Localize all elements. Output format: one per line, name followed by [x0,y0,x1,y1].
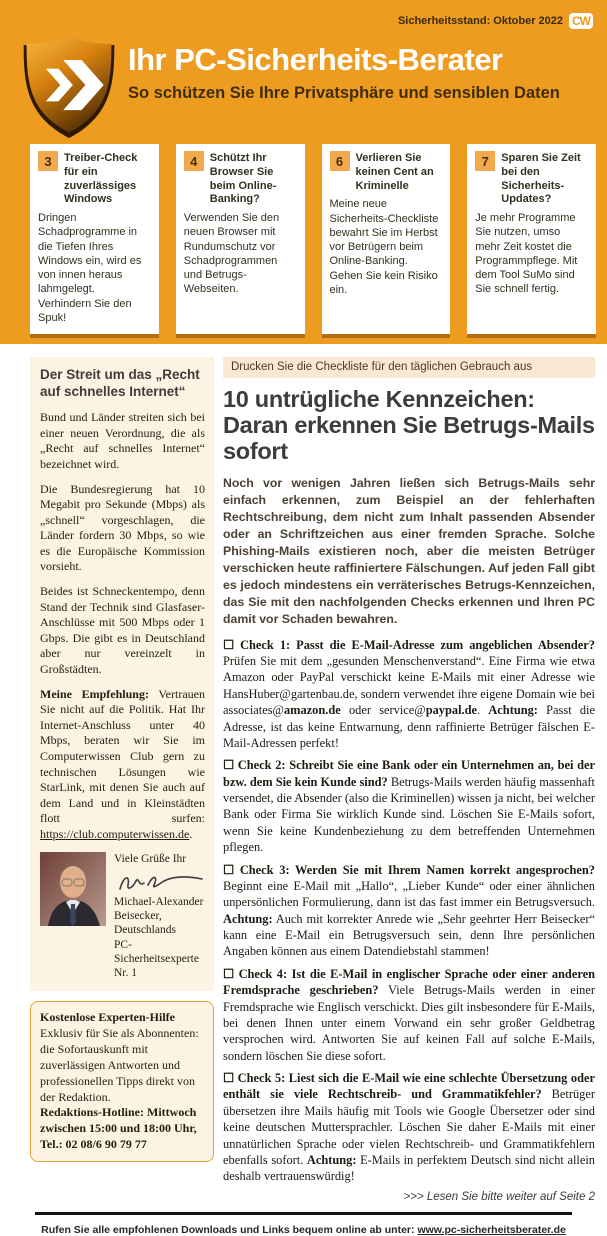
article-intro: Noch vor wenigen Jahren ließen sich Betrugs-Mails sehr einfach erkennen, zum Beispiel an der fehlerhaften Rechtschreibung, dem nicht zum Inhalt passenden Absender oder an Schriftzeichen aus einer fremden Sprache. Solche Phishing-Mails existieren noch, aber die meisten Betrüger verschicken heute raffiniertere Fälschungen. Auf jeden Fall gibt es jedoch mindestens ein verräterisches Betrugs-Kennzeichen, das Sie mit den nachfolgenden Checks erkennen und Ihren PC damit vor Schaden bewahren. [223,475,595,626]
continue-note: >>> Lesen Sie bitte weiter auf Seite 2 [403,1190,595,1203]
text-segment: ☐ Check 4: Ist die E-Mail in englischer Sprache oder einer anderen Fremdsprache geschrieben? [223,966,595,998]
expert-help-box [30,1001,214,1163]
footer-text [35,1224,572,1236]
author-caption [114,895,206,981]
text-segment: paypal.de [425,703,478,718]
editorial-paragraph [40,482,205,576]
text-segment: ☐ Check 2: Schreibt Sie eine Bank oder ein Unternehmen an, bei der bzw. dem Sie kein Kunde sind? [223,758,595,789]
tip-number: 6 [330,151,350,171]
check-item [223,966,595,1064]
newsletter-title: Ihr PC-Sicherheits-Berater [128,42,503,77]
check-item [223,757,595,855]
tip-box [322,144,451,334]
author-caption-line: Deutschlands [114,924,176,937]
author-caption-line: PC-Sicherheitsexperte Nr. 1 [114,938,199,980]
expert-box-title: Kostenlose Experten-Hilfe [40,1009,175,1024]
tip-box [467,144,596,334]
text-segment: Auch mit korrekter Anrede wie „Sehr geehrter Herr Beisecker“ kann eine E-Mail ein Betrugsversuch sein, denn Ihre persönlichen Angaben können aus einem Datendiebstahl stammen! [223,911,595,959]
text-segment: E-Mails in perfektem Deutsch sind nicht allein deshalb vertrauenswürdig! [223,1152,595,1184]
kicker-bar: Drucken Sie die Checkliste für den täglichen Gebrauch aus [223,357,595,378]
check-item [223,862,595,960]
text-segment: Achtung: [306,1152,357,1167]
check-item [223,637,595,752]
masthead-titles [128,44,560,103]
tip-body: Verwenden Sie den neuen Browser mit Rundumschutz vor Schadprogrammen und Betrugs-Webseiten. [183,212,280,296]
text-segment: Achtung: [488,703,538,718]
text-segment: Betrüger übersetzen ihre Mails häufig mit Tools wie Google Übersetzer oder sind keine deutschen Muttersprachler. Löschen Sie daher E-Mails mit einer unnatürlichen Sprache oder vielen Rechtschreib- und Grammatikfehlern ebenfalls sofort. [223,1087,595,1167]
author-caption-line: Michael-Alexander [114,895,204,908]
tip-body: Dringen Schadprogramme in die Tiefen Ihres Windows ein, wird es von innen heraus lahmgelegt. Verhindern Sie den Spuk! [38,212,142,325]
editorial-paragraph [40,410,205,472]
club-link[interactable]: https://club.computerwissen.de [40,826,190,841]
text-segment: Achtung: [223,911,273,926]
editorial-heading: Der Streit um das „Recht auf schnelles Internet“ [40,367,200,400]
tip-body: Meine neue Sicherheits-Checkliste bewahrt Sie im Herbst vor Betrügern beim Online-Banking. Gehen Sie kein Risiko ein. [329,198,439,297]
footer-divider [35,1212,572,1215]
signoff-row [40,852,205,981]
tip-number: 4 [184,151,204,171]
security-date-label: Sicherheitsstand: Oktober 2022 [397,15,563,27]
text-segment: Vertrauen Sie nicht auf die Politik. Hat Ihr Internet-Anschluss unter 40 Mbps, beraten wir Sie im Computerwissen Club gern zu technischen Lösungen wie StarLink, mit denen Sie auch auf dem Land und in Kleinstädten flott surfen: [40,686,205,826]
text-segment: Passt die Adresse, ist das keine Entwarnung, denn raffinierte Betrüger fälschen E-Mail-Adressen perfekt! [223,703,595,750]
newsletter-subtitle: So schützen Sie Ihre Privatsphäre und sensiblen Daten [128,83,560,102]
expert-box-body: Exklusiv für Sie als Abonnenten: die Sofortauskunft mit zuverlässigen Antworten und professionellen Tipps direkt von der Redaktion. [40,1025,199,1104]
expert-box-hotline: Redaktions-Hotline: Mittwoch zwischen 15:00 und 18:00 Uhr, Tel.: 02 08/6 90 79 77 [40,1105,197,1152]
editorial-paragraph [40,584,205,678]
logo-row [0,30,607,140]
text-segment: Prüfen Sie mit dem „gesunden Menschenverstand“. Eine Firma wie etwa Amazon oder PayPal verschickt keine E-Mails mit einer Adresse wie HansHuber@gartenbau.de, sondern verwendet ihre eigene Domain wie bei associates@ [223,654,595,718]
signature [114,869,206,895]
text-segment: Bund und Länder streiten sich bei einer neuen Verordnung, die als „Recht auf schnelles Internet“ bezeichnet wird. [40,410,205,471]
editorial-article [30,357,214,990]
text-segment: ☐ Check 1: Passt die E-Mail-Adresse zum angeblichen Absender? [223,637,595,652]
text-segment: oder service@ [340,703,426,718]
footer-label: Rufen Sie alle empfohlenen Downloads und Links bequem online ab unter: [41,1223,418,1236]
main-article [223,357,595,1202]
check-item [223,1070,595,1185]
author-portrait [40,852,106,926]
footer-url-link[interactable]: www.pc-sicherheitsberater.de [417,1223,566,1236]
text-segment: ☐ Check 5: Liest sich die E-Mail wie eine schlechte Übersetzung oder enthält sie viele Rechtschreib- und Grammatikfehler? [223,1071,595,1102]
text-segment: . [189,826,193,841]
greeting-text: Viele Grüße Ihr [114,852,187,865]
tip-body: Je mehr Programme Sie nutzen, umso mehr Zeit kostet die Programmpflege. Mit dem Tool SuMo sind Sie schnell fertig. [475,212,578,296]
tip-box [30,144,159,334]
shield-chevron-icon [20,32,118,140]
text-segment: Betrugs-Mails werden häufig massenhaft versendet, die Absender (also die Kriminellen) wissen ja nicht, bei welcher Bank oder Firma Sie wirklich Kunde sind. Löschen Sie E-Mails sofort, wenn Sie keine Kundenbeziehung zu dem betreffenden Unternehmen pflegen. [223,774,595,855]
text-segment: . [477,703,489,718]
stand-row [0,0,607,30]
page-footer [0,1212,607,1236]
tip-title: Schützt Ihr Browser Sie beim Online-Banking? [209,152,277,206]
left-column [30,357,214,1202]
tip-title: Verlieren Sie keinen Cent an Kriminelle [355,152,434,192]
text-segment: Viele Betrugs-Mails werden in einer Fremdsprache wie Englisch verschickt. Dies gilt insbesondere für E-Mails, bei denen Ihnen unter einem Vorwand ein sehr großer Geldbetrag versprochen wird. Antworten Sie auf keinen Fall auf solche E-Mails, sondern löschen Sie diese sofort. [223,983,595,1063]
signoff-block [114,852,206,981]
text-segment: ☐ Check 3: Werden Sie mit Ihrem Namen korrekt angesprochen? [223,862,595,877]
text-segment: Beginnt eine E-Mail mit „Hallo“, „Lieber Kunde“ oder einer ähnlichen unpersönlichen Formulierung, dann ist das fast immer ein Betrugsversuch. [223,878,595,910]
article-headline: 10 untrügliche Kennzeichen: Daran erkennen Sie Betrugs-Mails sofort [223,386,595,465]
text-segment: Meine Empfehlung: [40,686,149,701]
tip-number: 3 [38,151,58,171]
cw-logo: CW [569,13,593,29]
text-segment: Die Bundesregierung hat 10 Megabit pro Sekunde (Mbps) als „schnell“ vorgeschlagen, die Länder fordern 30 Mbps, so wie es die Europäische Kommission vorsieht. [40,481,205,574]
tip-title: Treiber-Check für ein zuverlässiges Windows [64,152,138,206]
text-segment: Beides ist Schneckentempo, denn Stand der Technik sind Glasfaser-Anschlüsse mit 500 Mbps oder 1 Gbps. Die gibt es in Deutschland aber nur vereinzelt in Großstädten. [40,584,205,677]
tip-title: Sparen Sie Zeit bei den Sicherheits-Updates? [501,152,581,206]
masthead [0,0,607,344]
tip-boxes-row [0,144,607,334]
editorial-paragraph [40,687,205,843]
author-caption-line: Beisecker, [114,909,162,922]
tip-number: 7 [475,151,495,171]
editorial-paragraphs [40,410,205,842]
tip-box [176,144,305,334]
content-columns [0,344,607,1202]
text-segment: amazon.de [283,703,341,718]
checklist [223,637,595,1185]
